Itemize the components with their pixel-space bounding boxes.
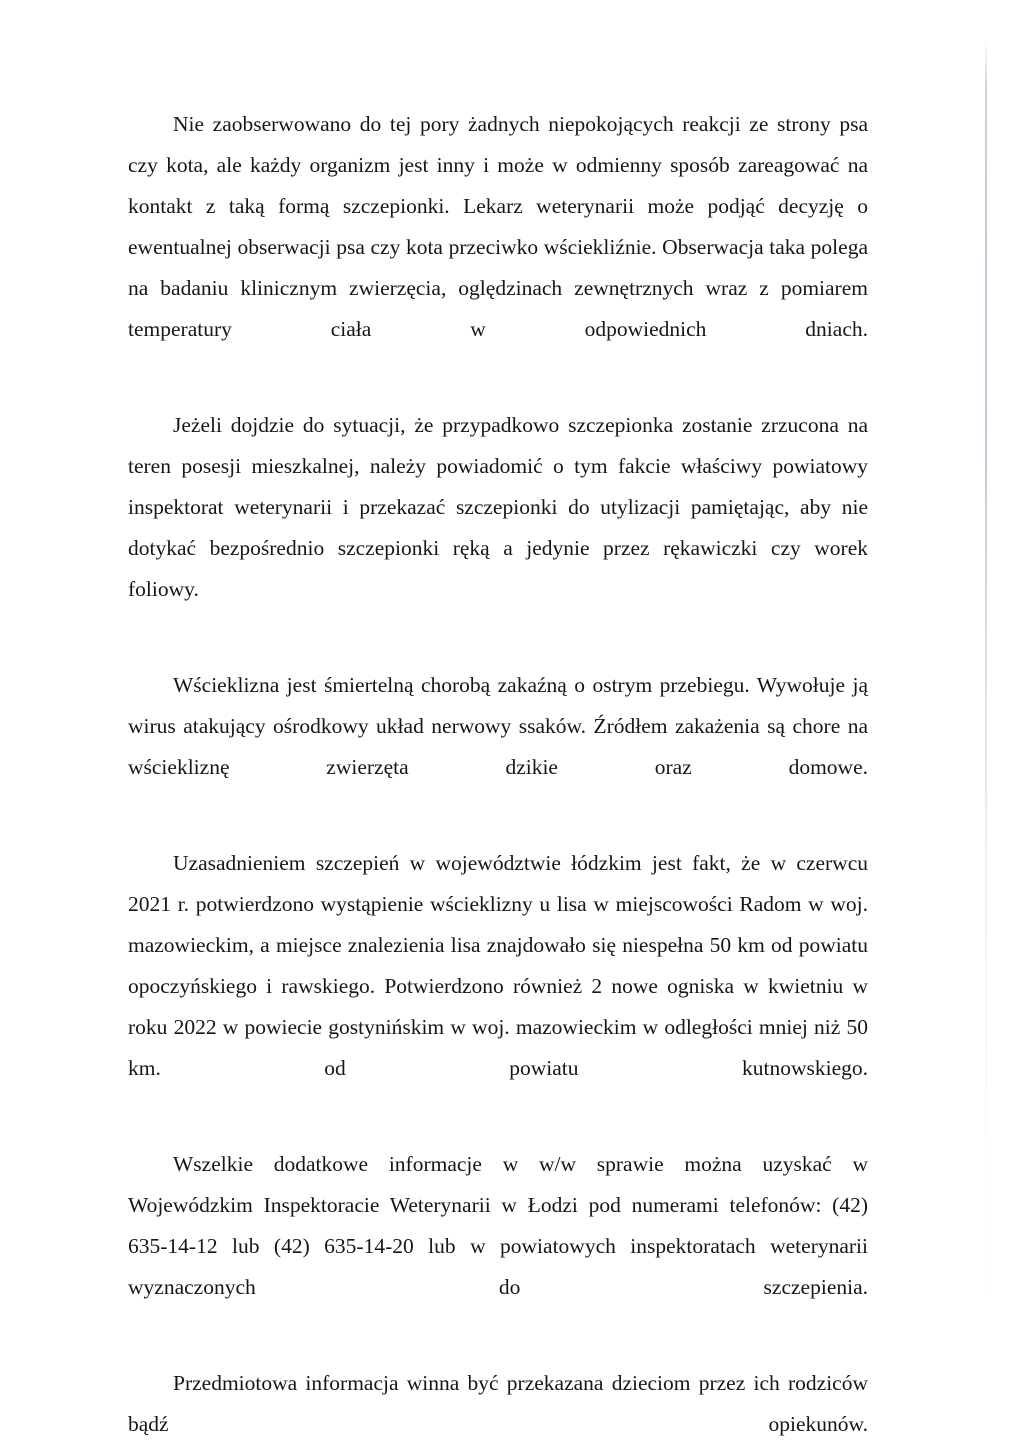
paragraph: Uzasadnieniem szczepień w województwie łódzkim jest fakt, że w czerwcu 2021 r. potwierdzono wystąpienie wścieklizny u lisa w miejscowości Radom w woj. mazowieckim, a miejsce znalezienia lisa znajdowało się niespełna 50 km od powiatu opoczyńskiego i rawskiego. Potwierdzono również 2 nowe ogniska w kwietniu w roku 2022 w powiecie gostynińskim w woj. mazowieckim w odległości mniej niż 50 km. od powiatu kutnowskiego. (128, 851, 868, 1080)
paragraph: Wścieklizna jest śmiertelną chorobą zakaźną o ostrym przebiegu. Wywołuje ją wirus atakujący ośrodkowy układ nerwowy ssaków. Źródłem zakażenia są chore na wściekliznę zwierzęta dzikie oraz domowe. (128, 673, 868, 779)
paragraph: Przedmiotowa informacja winna być przekazana dzieciom przez ich rodziców bądź opiekunów. (128, 1371, 868, 1436)
paragraph: Nie zaobserwowano do tej pory żadnych niepokojących reakcji ze strony psa czy kota, ale każdy organizm jest inny i może w odmienny sposób zareagować na kontakt z taką formą szczepionki. Lekarz weterynarii może podjąć decyzję o ewentualnej obserwacji psa czy kota przeciwko wściekliźnie. Obserwacja taka polega na badaniu klinicznym zwierzęcia, oględzinach zewnętrznych wraz z pomiarem temperatury ciała w odpowiednich dniach. (128, 112, 868, 341)
paragraph: Jeżeli dojdzie do sytuacji, że przypadkowo szczepionka zostanie zrzucona na teren posesji mieszkalnej, należy powiadomić o tym fakcie właściwy powiatowy inspektorat weterynarii i przekazać szczepionki do utylizacji pamiętając, aby nie dotykać bezpośrednio szczepionki ręką a jedynie przez rękawiczki czy worek foliowy. (128, 413, 868, 601)
scan-artifact-line (985, 40, 987, 1320)
document-body (128, 104, 868, 1440)
paragraph: Wszelkie dodatkowe informacje w w/w sprawie można uzyskać w Wojewódzkim Inspektoracie Weterynarii w Łodzi pod numerami telefonów: (42) 635-14-12 lub (42) 635-14-20 lub w powiatowych inspektoratach weterynarii wyznaczonych do szczepienia. (128, 1152, 868, 1299)
